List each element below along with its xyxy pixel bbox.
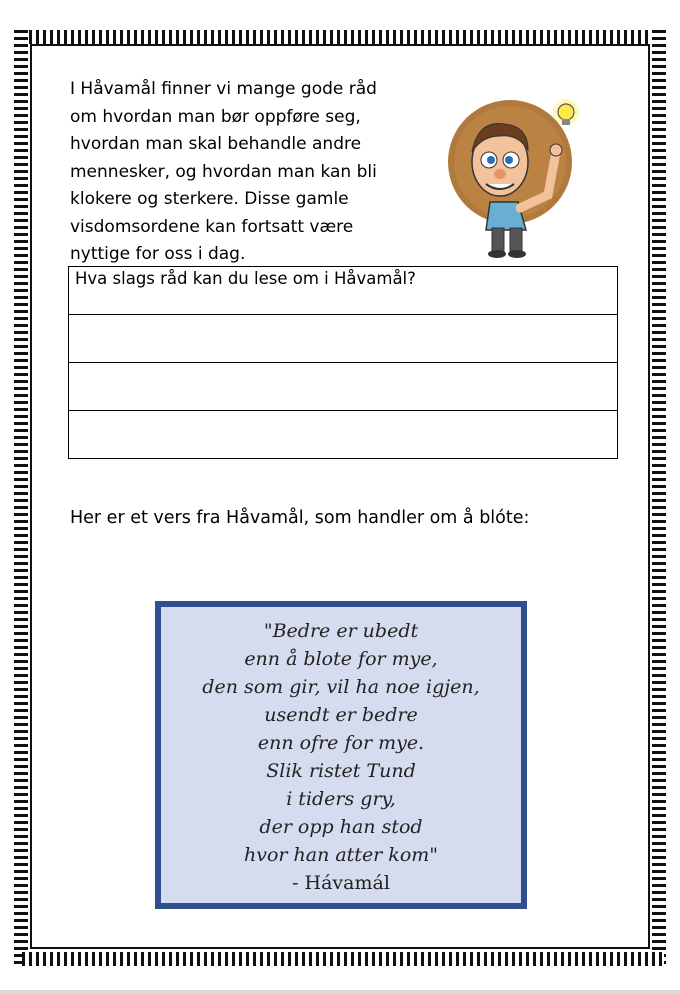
verse-line: hvor han atter kom" [243,844,439,866]
answer-line[interactable] [69,315,618,363]
intro-line: klokere og sterkere. Disse gamle [70,189,349,209]
verse-line: der opp han stod [259,816,423,838]
intro-line: mennesker, og hvordan man kan bli [70,161,377,182]
frame-border-bottom [22,952,664,966]
frame-border-right [652,30,666,966]
page-bottom-divider [0,990,680,994]
answer-row [69,315,618,363]
verse-line: enn å blote for mye, [244,648,438,670]
intro-line: om hvordan man bør oppføre seg, [70,106,361,127]
verse-line: i tiders gry, [286,788,396,810]
answer-line[interactable] [69,411,618,459]
verse-line: usendt er bedre [264,704,418,726]
frame-border-top [22,30,664,44]
answer-line[interactable] [69,363,618,411]
question-row [69,267,618,315]
question-prompt: Hva slags råd kan du lese om i Håvamål? [69,267,618,315]
lightbulb-idea-character-icon [448,90,596,260]
intro-line: hvordan man skal behandle andre [70,134,362,154]
verse-quote-box [155,601,527,909]
verse-line: enn ofre for mye. [257,732,425,754]
intro-line: visdomsordene kan fortsatt være [70,216,354,237]
answer-row [69,363,618,411]
verse-line: den som gir, vil ha noe igjen, [202,676,480,698]
frame-border-left [14,30,28,966]
verse-source: - Hávamál [292,872,390,894]
intro-paragraph [70,76,440,269]
intro-line: I Håvamål finner vi mange gode råd [70,79,377,99]
verse-line: "Bedre er ubedt [263,620,419,642]
answer-row [69,411,618,459]
answer-table [68,266,618,459]
intro-line: nyttige for oss i dag. [70,244,246,264]
verse-line: Slik ristet Tund [266,760,416,782]
verse-intro-text: Her er et vers fra Håvamål, som handler om å blóte: [70,508,530,528]
